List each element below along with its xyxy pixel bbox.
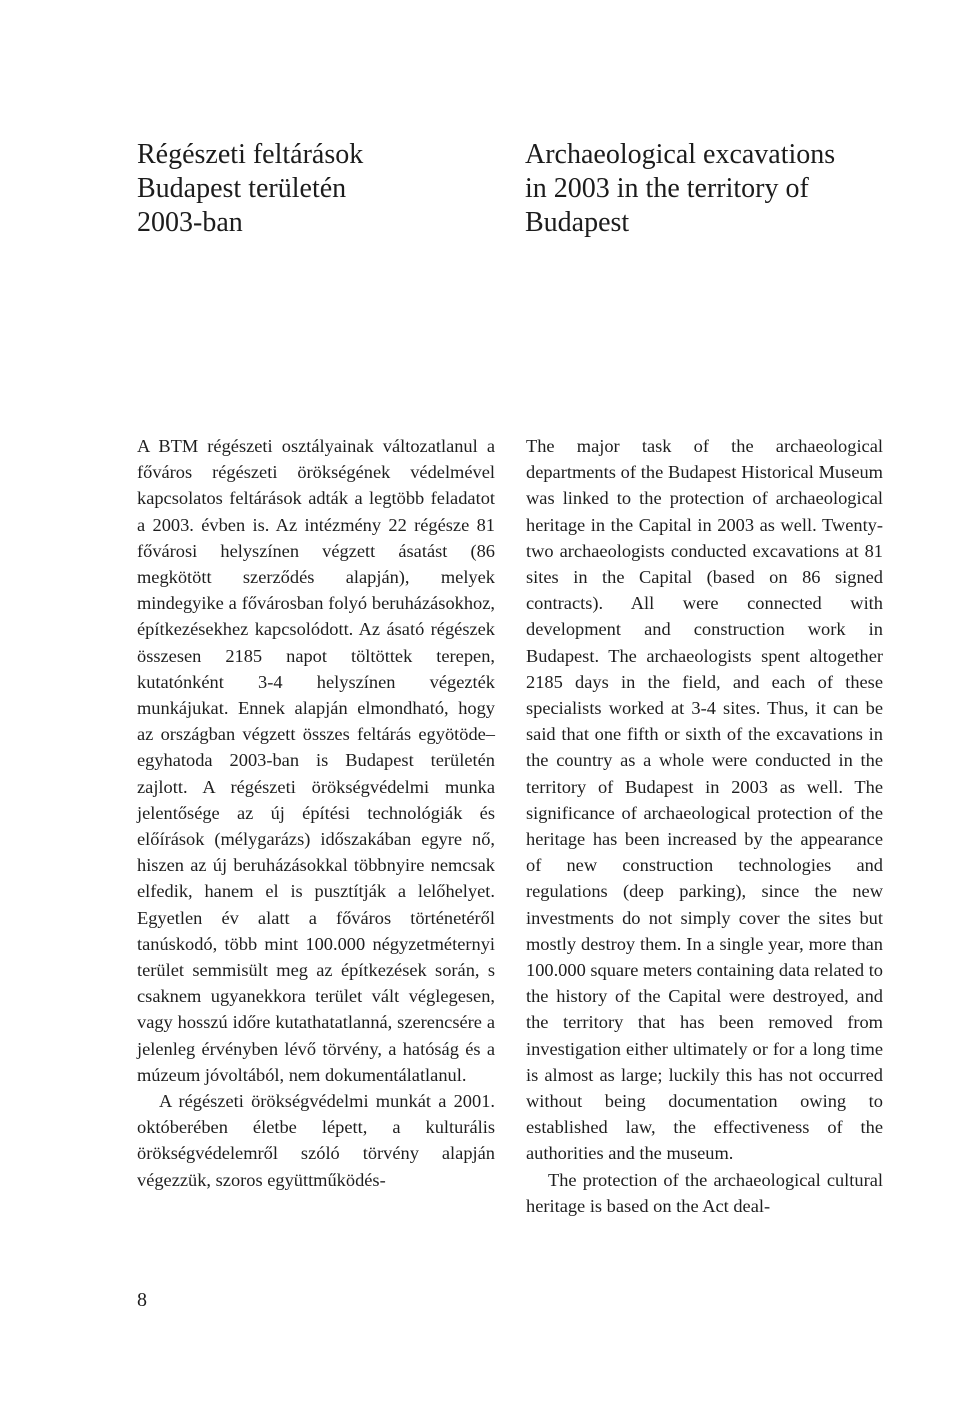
title-hungarian <box>137 138 467 240</box>
body-hungarian-paragraph-2: A régészeti örökségvédelmi munkát a 2001. októberében életbe lépett, a kulturális örökségvédelemről szóló törvény alapján végezzük, szoros együttműködés- <box>137 1091 495 1190</box>
body-english-paragraph-2: The protection of the archaeological cultural heritage is based on the Act deal- <box>526 1169 883 1216</box>
title-hungarian-line-2: Budapest területén <box>137 173 347 204</box>
body-english-column <box>526 433 883 1219</box>
body-hungarian-column <box>137 433 495 1193</box>
title-english <box>525 138 865 240</box>
page-number: 8 <box>137 1289 147 1311</box>
title-english-line-1: Archaeological excavations <box>525 139 836 170</box>
title-hungarian-line-1: Régészeti feltárások <box>137 139 364 170</box>
title-english-line-2: in 2003 in the territory of <box>525 173 809 204</box>
title-hungarian-line-3: 2003-ban <box>137 207 243 238</box>
title-english-line-3: Budapest <box>525 207 630 238</box>
body-hungarian-paragraph-1: A BTM régészeti osztályainak változatlanul a főváros régészeti örökségének védelmével kapcsolatos feltárások adták a legtöbb feladatot a 2003. évben is. Az intézmény 22 régésze 81 fővárosi helyszínen végzett ásatást (86 megkötött szerződés alapján), melyek mindegyike a fővárosban folyó beruházásokhoz, építkezésekhez kapcsolódott. Az ásató régészek összesen 2185 napot töltöttek terepen, kutatónként 3-4 helyszínen végezték munkájukat. Ennek alapján elmondható, hogy az országban végzett összes feltárás egyötöde–egyhatoda 2003-ban is Budapest területén zajlott. A régészeti örökségvédelmi munka jelentősége az új építési technológiák és előírások (mélygarázs) időszakában egyre nő, hiszen az új beruházásokkal többnyire nemcsak elfedik, hanem el is pusztítják a lelőhelyet. Egyetlen év alatt a főváros történetéről tanúskodó, több mint 100.000 négyzetméternyi terület semmisült meg az építkezések során, s csaknem ugyanekkora terület vált véglegesen, vagy hosszú időre kutathatatlanná, szerencsére a jelenleg érvényben lévő törvény, a hatóság és a múzeum jóvoltából, nem dokumentálatlanul. <box>137 436 495 1085</box>
body-english-paragraph-1: The major task of the archaeological departments of the Budapest Historical Museum was linked to the protection of archaeological heritage in the Capital in 2003 as well. Twenty-two archaeologists conducted excavations at 81 sites in the Capital (based on 86 signed contracts). All were connected with development and construction work in Budapest. The archaeologists spent altogether 2185 days in the field, and each of these specialists worked at 3-4 sites. Thus, it can be said that one fifth or sixth of the excavations in the country as a whole were conducted in the territory of Budapest in 2003 as well. The significance of archaeological protection of the heritage has been increased by the appearance of new construction technologies and regulations (deep parking), since the new investments do not simply cover the sites but mostly destroy them. In a single year, more than 100.000 square meters containing data related to the history of the Capital were destroyed, and the territory that has been removed from investigation either ultimately or for a long time is almost as large; luckily this has not occurred without being documentation owing to established law, the effectiveness of the authorities and the museum. <box>526 436 883 1164</box>
